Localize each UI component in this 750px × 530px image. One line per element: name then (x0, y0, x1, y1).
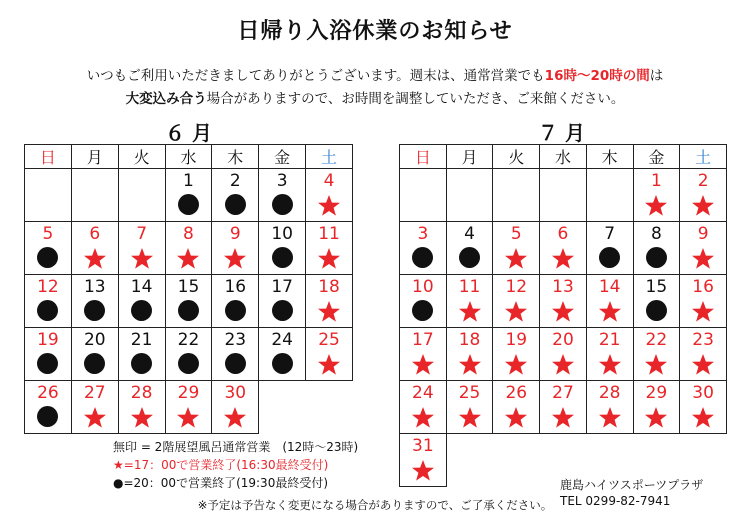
facility-name: 鹿島ハイツスポーツプラザ (560, 478, 704, 492)
day-cell (400, 328, 447, 381)
day-cell (493, 275, 540, 328)
day-number: 13 (552, 277, 574, 297)
star-mark-icon (551, 353, 575, 377)
day-cell (633, 381, 680, 434)
weekday-header: 土 (306, 145, 353, 169)
day-cell (400, 434, 447, 487)
day-cell (259, 328, 306, 381)
day-number: 20 (552, 330, 574, 350)
star-mark-icon (598, 406, 622, 430)
day-cell (633, 328, 680, 381)
day-number: 6 (557, 224, 569, 244)
day-cell (680, 169, 727, 222)
day-number: 26 (505, 383, 528, 403)
star-mark-icon (644, 406, 668, 430)
day-number: 19 (37, 330, 59, 350)
dot-mark-icon (131, 300, 152, 321)
day-cell (165, 328, 212, 381)
day-cell (259, 275, 306, 328)
star-mark-icon (130, 247, 154, 271)
day-cell (71, 328, 118, 381)
day-cell (633, 222, 680, 275)
star-mark-icon (458, 300, 482, 324)
day-number: 21 (598, 330, 621, 350)
empty-day-cell (493, 169, 540, 222)
intro-highlight-time: 16時～20時の間 (544, 68, 650, 84)
day-cell (165, 275, 212, 328)
day-cell (306, 275, 353, 328)
day-number: 10 (412, 277, 434, 297)
day-number: 24 (412, 383, 434, 403)
day-cell (680, 275, 727, 328)
day-cell (165, 222, 212, 275)
day-cell (118, 328, 165, 381)
day-cell (259, 169, 306, 222)
empty-day-cell (118, 169, 165, 222)
dot-mark-icon (412, 247, 433, 268)
star-mark-icon (504, 353, 528, 377)
star-mark-icon (504, 406, 528, 430)
dot-mark-icon (272, 300, 293, 321)
day-number: 11 (458, 277, 481, 297)
weekday-header-row (25, 145, 353, 169)
week-row (400, 328, 727, 381)
star-mark-icon (176, 247, 200, 271)
star-mark-icon (411, 406, 435, 430)
empty-day-cell (25, 169, 72, 222)
day-cell (165, 169, 212, 222)
day-number: 28 (598, 383, 621, 403)
star-mark-icon (317, 247, 341, 271)
day-number: 17 (412, 330, 434, 350)
day-number: 9 (229, 224, 241, 244)
day-cell (586, 222, 633, 275)
day-cell (446, 275, 493, 328)
day-number: 21 (130, 330, 153, 350)
star-mark-icon (691, 406, 715, 430)
day-number: 11 (318, 224, 340, 244)
day-number: 25 (458, 383, 481, 403)
day-cell (680, 222, 727, 275)
day-number: 29 (645, 383, 668, 403)
star-mark-icon (130, 406, 154, 430)
day-number: 30 (224, 383, 247, 403)
weekday-header: 金 (259, 145, 306, 169)
day-cell (540, 381, 587, 434)
day-cell (493, 328, 540, 381)
week-row (25, 328, 353, 381)
week-row (400, 381, 727, 434)
day-number: 24 (271, 330, 293, 350)
star-mark-icon (83, 406, 107, 430)
day-number: 1 (183, 171, 194, 191)
dot-mark-icon (225, 353, 246, 374)
july-calendar (399, 144, 727, 487)
star-mark-icon (598, 353, 622, 377)
blank-cell (259, 381, 306, 434)
day-cell (306, 222, 353, 275)
week-row (25, 169, 353, 222)
weekday-header: 木 (212, 145, 259, 169)
intro-text: は (649, 68, 664, 84)
day-number: 8 (183, 224, 194, 244)
day-cell (165, 381, 212, 434)
day-cell (25, 275, 72, 328)
day-cell (25, 222, 72, 275)
dot-mark-icon (37, 406, 58, 427)
day-cell (446, 222, 493, 275)
day-number: 16 (692, 277, 714, 297)
day-cell (400, 222, 447, 275)
day-number: 2 (229, 171, 241, 191)
star-mark-icon (176, 406, 200, 430)
day-number: 7 (136, 224, 148, 244)
day-number: 13 (83, 277, 106, 297)
day-number: 28 (130, 383, 153, 403)
day-cell (118, 381, 165, 434)
dot-mark-icon (646, 247, 667, 268)
star-mark-icon (691, 194, 715, 218)
dot-mark-icon (178, 194, 199, 215)
day-number: 17 (271, 277, 293, 297)
day-number: 15 (177, 277, 200, 297)
intro-text: いつもご利用いただきましてありがとうございます。週末は、通常営業でも (86, 68, 545, 84)
intro-highlight-crowded: 大変込み合う (125, 91, 207, 107)
star-mark-icon (411, 459, 435, 483)
day-number: 15 (645, 277, 668, 297)
day-number: 18 (318, 277, 340, 297)
dot-mark-icon (131, 353, 152, 374)
day-cell (212, 222, 259, 275)
day-number: 19 (505, 330, 528, 350)
weekday-header: 日 (25, 145, 72, 169)
weekday-header: 月 (71, 145, 118, 169)
weekday-header: 日 (400, 145, 447, 169)
day-cell (71, 381, 118, 434)
dot-mark-icon (225, 300, 246, 321)
day-cell (540, 275, 587, 328)
dot-mark-icon (178, 300, 199, 321)
day-number: 22 (645, 330, 668, 350)
day-number: 22 (177, 330, 200, 350)
empty-day-cell (540, 169, 587, 222)
empty-day-cell (446, 169, 493, 222)
dot-mark-icon (178, 353, 199, 374)
day-number: 4 (323, 171, 335, 191)
blank-cell (306, 381, 353, 434)
day-number: 12 (505, 277, 528, 297)
day-cell (633, 275, 680, 328)
day-number: 3 (417, 224, 429, 244)
day-cell (118, 222, 165, 275)
weekday-header: 水 (540, 145, 587, 169)
empty-day-cell (400, 169, 447, 222)
day-number: 18 (458, 330, 481, 350)
star-mark-icon (504, 247, 528, 271)
day-cell (306, 169, 353, 222)
day-number: 12 (37, 277, 59, 297)
legend-normal: 無印 = 2階展望風呂通常営業 (12時～23時) (113, 440, 359, 454)
day-cell (446, 381, 493, 434)
day-cell (586, 275, 633, 328)
week-row (400, 169, 727, 222)
star-mark-icon (551, 406, 575, 430)
intro-line-2 (0, 87, 750, 107)
day-number: 7 (604, 224, 616, 244)
empty-day-cell (71, 169, 118, 222)
day-cell (400, 275, 447, 328)
day-cell (25, 328, 72, 381)
dot-mark-icon (412, 300, 433, 321)
facility-phone: TEL 0299-82-7941 (560, 494, 671, 508)
dot-mark-icon (37, 353, 58, 374)
star-mark-icon (317, 300, 341, 324)
weekday-header: 金 (633, 145, 680, 169)
weekday-header: 木 (586, 145, 633, 169)
week-row (400, 275, 727, 328)
day-cell (493, 222, 540, 275)
star-mark-icon (644, 194, 668, 218)
july-month-title: ７ 月 (538, 121, 585, 145)
day-cell (212, 328, 259, 381)
day-number: 2 (697, 171, 709, 191)
day-number: 5 (510, 224, 522, 244)
dot-mark-icon (272, 194, 293, 215)
weekday-header: 火 (118, 145, 165, 169)
weekday-header-row (400, 145, 727, 169)
day-cell (493, 381, 540, 434)
day-cell (212, 169, 259, 222)
star-mark-icon (598, 300, 622, 324)
dot-mark-icon (37, 300, 58, 321)
week-row (400, 222, 727, 275)
day-number: 20 (83, 330, 106, 350)
day-number: 4 (464, 224, 475, 244)
day-number: 1 (650, 171, 662, 191)
notice-title: 日帰り入浴休業のお知らせ (237, 19, 513, 44)
star-mark-icon (317, 194, 341, 218)
dot-mark-icon (84, 300, 105, 321)
dot-mark-icon (459, 247, 480, 268)
day-number: 5 (42, 224, 54, 244)
day-number: 14 (130, 277, 153, 297)
star-mark-icon (223, 406, 247, 430)
day-cell (400, 381, 447, 434)
day-number: 23 (224, 330, 247, 350)
intro-text: 場合がありますので、お時間を調整していただき、ご来館ください。 (206, 91, 625, 107)
blank-cell (493, 434, 540, 487)
dot-mark-icon (272, 353, 293, 374)
week-row (25, 275, 353, 328)
day-number: 23 (692, 330, 714, 350)
star-mark-icon (458, 353, 482, 377)
day-cell (633, 169, 680, 222)
star-mark-icon (691, 300, 715, 324)
day-cell (680, 381, 727, 434)
day-number: 10 (271, 224, 293, 244)
star-mark-icon (83, 247, 107, 271)
day-number: 14 (598, 277, 621, 297)
june-calendar (24, 144, 353, 434)
intro-line-1 (0, 64, 750, 84)
day-number: 31 (412, 436, 434, 456)
day-number: 29 (177, 383, 200, 403)
star-mark-icon (411, 353, 435, 377)
day-cell (259, 222, 306, 275)
dot-mark-icon (272, 247, 293, 268)
day-number: 30 (692, 383, 714, 403)
star-mark-icon (691, 247, 715, 271)
day-number: 6 (89, 224, 101, 244)
star-mark-icon (458, 406, 482, 430)
day-cell (212, 381, 259, 434)
dot-mark-icon (37, 247, 58, 268)
star-mark-icon (317, 353, 341, 377)
dot-mark-icon (599, 247, 620, 268)
dot-mark-icon (646, 300, 667, 321)
star-mark-icon (551, 247, 575, 271)
day-cell (118, 275, 165, 328)
day-cell (71, 222, 118, 275)
june-month-title: ６ 月 (165, 121, 212, 145)
day-cell (586, 328, 633, 381)
weekday-header: 水 (165, 145, 212, 169)
day-cell (586, 381, 633, 434)
day-number: 27 (552, 383, 574, 403)
day-number: 8 (650, 224, 662, 244)
weekday-header: 火 (493, 145, 540, 169)
day-number: 26 (37, 383, 59, 403)
day-cell (25, 381, 72, 434)
day-cell (680, 328, 727, 381)
weekday-header: 土 (680, 145, 727, 169)
star-mark-icon (551, 300, 575, 324)
day-cell (540, 328, 587, 381)
star-mark-icon (504, 300, 528, 324)
blank-cell (446, 434, 493, 487)
day-number: 3 (276, 171, 288, 191)
day-number: 9 (697, 224, 709, 244)
day-number: 25 (318, 330, 340, 350)
empty-day-cell (586, 169, 633, 222)
day-cell (212, 275, 259, 328)
star-mark-icon (691, 353, 715, 377)
week-row (25, 381, 353, 434)
day-cell (71, 275, 118, 328)
dot-mark-icon (225, 194, 246, 215)
day-cell (306, 328, 353, 381)
star-mark-icon (644, 353, 668, 377)
disclaimer-note: ※予定は予告なく変更になる場合がありますので、ご了承ください。 (197, 498, 553, 512)
star-mark-icon (223, 247, 247, 271)
dot-mark-icon (84, 353, 105, 374)
weekday-header: 月 (446, 145, 493, 169)
day-cell (446, 328, 493, 381)
day-number: 27 (83, 383, 106, 403)
legend-star: ★=17：00で営業終了(16:30最終受付) (113, 458, 329, 472)
day-number: 16 (224, 277, 247, 297)
day-cell (540, 222, 587, 275)
week-row (25, 222, 353, 275)
legend-dot: ●=20：00で営業終了(19:30最終受付) (113, 476, 329, 490)
